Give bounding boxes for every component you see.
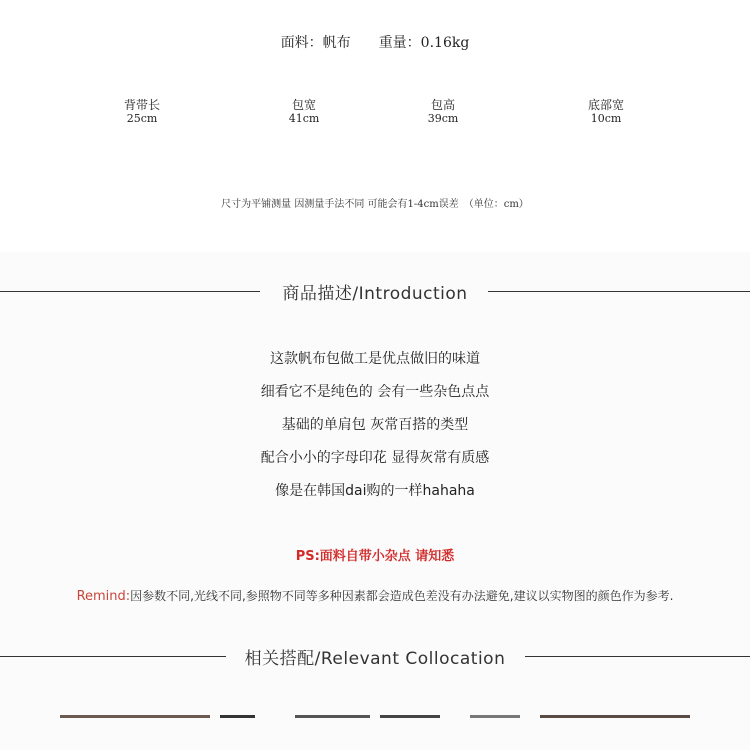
section-title: 商品描述/Introduction	[282, 284, 468, 304]
ps-notice: PS:面料自带小杂点 请知悉	[295, 549, 455, 564]
dimension-value: 39cm	[427, 112, 459, 125]
description-line: 细看它不是纯色的 会有一些杂色点点	[260, 384, 490, 400]
description-line: 基础的单肩包 灰常百搭的类型	[281, 417, 469, 433]
photo-edge	[380, 715, 440, 718]
photo-edge	[220, 715, 255, 718]
dimension-label: 背带长	[123, 98, 160, 112]
collocation-photo-strip	[0, 712, 750, 722]
section-title: 相关搭配/Relevant Collocation	[244, 649, 506, 669]
introduction-header	[0, 279, 750, 303]
dimension-value: 10cm	[590, 112, 622, 125]
remind-text: 因参数不同,光线不同,参照物不同等多种因素都会造成色差没有办法避免,建议以实物图的颜色作为参考.	[130, 589, 674, 603]
remind-label: Remind:	[76, 589, 131, 604]
dimension-label: 包宽	[291, 98, 316, 112]
divider-line	[525, 656, 750, 657]
product-description	[0, 347, 750, 512]
dimension-strap-length	[82, 98, 202, 126]
collocation-header	[0, 644, 750, 668]
remind-notice	[0, 587, 750, 604]
weight-text: 重量：0.16kg	[378, 35, 470, 51]
dimension-label: 包高	[430, 98, 455, 112]
dimension-bottom-width	[546, 98, 666, 126]
description-line: 这款帆布包做工是优点做旧的味道	[270, 351, 480, 367]
dimension-value: 25cm	[126, 112, 158, 125]
dimension-bag-height	[383, 98, 503, 126]
dimension-label: 底部宽	[587, 98, 624, 112]
photo-edge	[470, 715, 520, 718]
dimension-value: 41cm	[288, 112, 320, 125]
photo-edge	[60, 715, 210, 718]
photo-edge	[295, 715, 370, 718]
material-text: 面料：帆布	[280, 35, 351, 51]
divider-line	[488, 291, 750, 292]
description-line: 像是在韩国dai购的一样hahaha	[275, 483, 475, 499]
photo-edge	[540, 715, 690, 718]
material-weight-line	[0, 32, 750, 52]
description-line: 配合小小的字母印花 显得灰常有质感	[260, 450, 490, 466]
measurement-note: 尺寸为平铺测量 因测量手法不同 可能会有1-4cm误差 （单位：cm）	[221, 199, 529, 210]
dimension-bag-width	[244, 98, 364, 126]
